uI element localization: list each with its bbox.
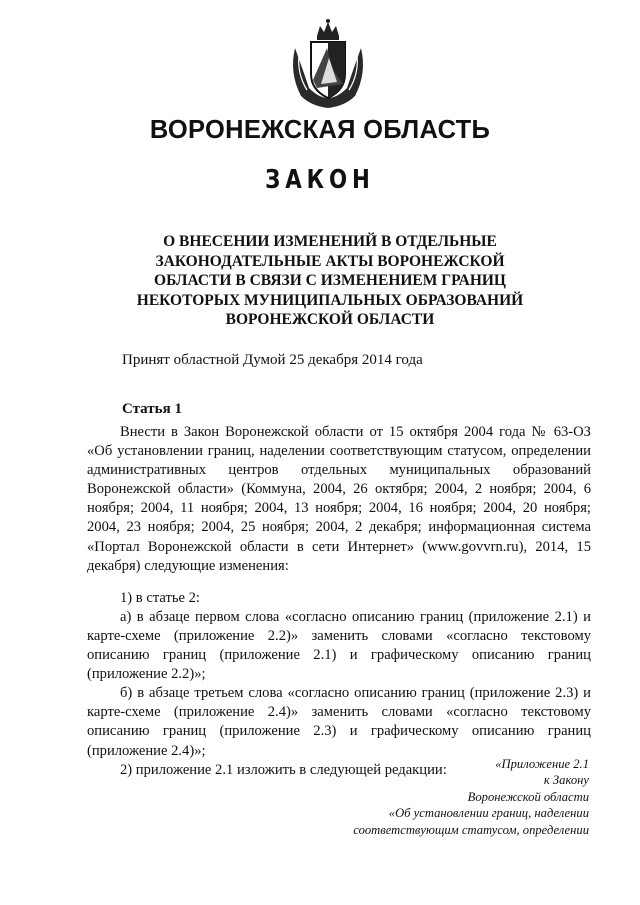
law-title-line: ЗАКОНОДАТЕЛЬНЫЕ АКТЫ ВОРОНЕЖСКОЙ [155, 252, 505, 270]
law-title [100, 232, 560, 330]
law-title-line: ВОРОНЕЖСКОЙ ОБЛАСТИ [225, 311, 435, 328]
coat-of-arms-emblem [287, 18, 369, 110]
appendix-line: «Об установлении границ, наделении [388, 806, 589, 821]
appendix-header [269, 756, 589, 838]
paragraph: а) в абзаце первом слова «согласно описанию границ (приложение 2.1) и карте-схеме (приложение 2.2)» заменить словами «согласно текстовому описанию границ (приложение 2.1) и графическому описанию границ (приложение 2.2)»; [87, 608, 591, 683]
paragraph: б) в абзаце третьем слова «согласно описанию границ (приложение 2.3) и карте-схеме (приложение 2.4)» заменить словами «согласно текстовому описанию границ (приложение 2.3) и графическому описанию границ (приложение 2.4)»; [87, 685, 591, 759]
appendix-line: соответствующим статусом, определении [353, 822, 589, 837]
appendix-line: «Приложение 2.1 [495, 757, 589, 771]
law-title-line: ОБЛАСТИ В СВЯЗИ С ИЗМЕНЕНИЕМ ГРАНИЦ [154, 272, 506, 289]
adoption-note: Принят областной Думой 25 декабря 2014 года [122, 352, 423, 368]
paragraph: Внести в Закон Воронежской области от 15 октября 2004 года № 63-ОЗ «Об установлении границ, наделении соответствующим статусом, определении административных центров отдельных муниципальных образований Воронежской области» (Коммуна, 2004, 26 октября; 2004, 2 ноября; 2004, 6 ноября; 2004, 11 ноября; 2004, 13 ноября; 2004, 16 ноября; 2004, 20 ноября; 2004, 23 ноября; 2004, 25 ноября; 2004, 2 декабря; информационная система «Портал Воронежской области в сети Интернет» (www.govvrn.ru), 2014, 15 декабря) следующие изменения: [87, 424, 591, 574]
paragraph: 1) в статье 2: [120, 589, 200, 606]
law-title-line: О ВНЕСЕНИИ ИЗМЕНЕНИЙ В ОТДЕЛЬНЫЕ [163, 233, 497, 250]
law-title-line: НЕКОТОРЫХ МУНИЦИПАЛЬНЫХ ОБРАЗОВАНИЙ [136, 291, 524, 309]
region-title: ВОРОНЕЖСКАЯ ОБЛАСТЬ [149, 116, 491, 144]
article-heading: Статья 1 [122, 401, 182, 417]
document-type: ЗАКОН [265, 165, 375, 195]
appendix-line: Воронежской области [467, 789, 589, 804]
article-body [87, 423, 591, 780]
appendix-line: к Закону [543, 773, 589, 788]
paragraph: 2) приложение 2.1 изложить в следующей редакции: [120, 761, 447, 778]
